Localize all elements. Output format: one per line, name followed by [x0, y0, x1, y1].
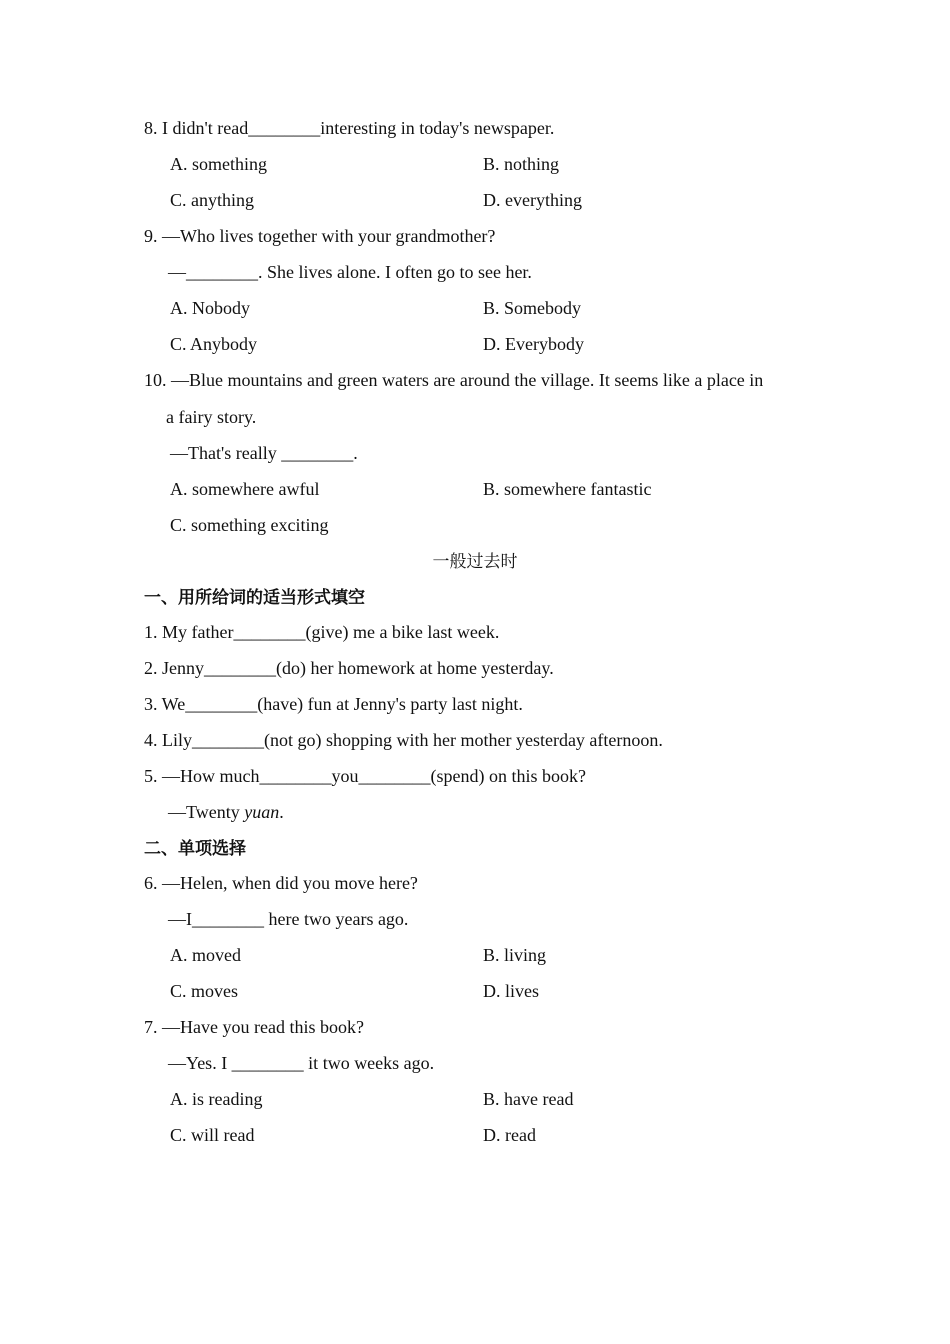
question-6-option-a: A. moved [170, 945, 241, 965]
question-6-option-c: C. moves [170, 981, 239, 1001]
question-10-reply: —That's really ________. [170, 443, 358, 463]
question-9-reply: —________. She lives alone. I often go to see her. [168, 262, 532, 282]
fill-question-5: 5. —How much________you________(spend) on this book? [144, 766, 586, 786]
question-7-option-c: C. will read [170, 1125, 255, 1145]
question-6-option-d: D. lives [483, 981, 539, 1001]
question-9-stem: 9. —Who lives together with your grandmother? [144, 226, 496, 246]
question-6-stem: 6. —Helen, when did you move here? [144, 873, 418, 893]
question-8-option-a: A. something [170, 154, 267, 174]
question-7-option-d: D. read [483, 1125, 536, 1145]
topic-title: 一般过去时 [432, 552, 518, 572]
question-9-option-b: B. Somebody [483, 298, 582, 318]
question-10-stem-line1: 10. —Blue mountains and green waters are around the village. It seems like a place in [144, 370, 764, 390]
question-8-option-c: C. anything [170, 190, 254, 210]
fill-question-1: 1. My father________(give) me a bike last week. [144, 622, 500, 642]
reply-suffix: . [279, 802, 284, 822]
section-2-heading: 二、单项选择 [144, 839, 246, 859]
question-8-stem: 8. I didn't read________interesting in today's newspaper. [144, 118, 555, 138]
reply-prefix: —Twenty [168, 802, 245, 822]
question-8-option-b: B. nothing [483, 154, 560, 174]
fill-question-2: 2. Jenny________(do) her homework at home yesterday. [144, 658, 554, 678]
section-1-heading: 一、用所给词的适当形式填空 [144, 588, 365, 608]
reply-currency: yuan [244, 802, 280, 822]
question-10-option-c: C. something exciting [170, 515, 329, 535]
fill-question-3: 3. We________(have) fun at Jenny's party last night. [144, 694, 523, 714]
question-7-reply: —Yes. I ________ it two weeks ago. [168, 1053, 435, 1073]
question-9-option-d: D. Everybody [483, 334, 584, 354]
question-8-option-d: D. everything [483, 190, 582, 210]
question-6-reply: —I________ here two years ago. [168, 909, 409, 929]
question-9-option-c: C. Anybody [170, 334, 258, 354]
question-10-option-a: A. somewhere awful [170, 479, 320, 499]
question-10-stem-line2: a fairy story. [166, 407, 257, 427]
question-7-option-a: A. is reading [170, 1089, 263, 1109]
question-9-option-a: A. Nobody [170, 298, 250, 318]
question-7-stem: 7. —Have you read this book? [144, 1017, 364, 1037]
question-7-option-b: B. have read [483, 1089, 574, 1109]
fill-question-4: 4. Lily________(not go) shopping with her mother yesterday afternoon. [144, 730, 663, 750]
question-10-option-b: B. somewhere fantastic [483, 479, 652, 499]
fill-question-5-reply [168, 801, 284, 823]
question-6-option-b: B. living [483, 945, 547, 965]
